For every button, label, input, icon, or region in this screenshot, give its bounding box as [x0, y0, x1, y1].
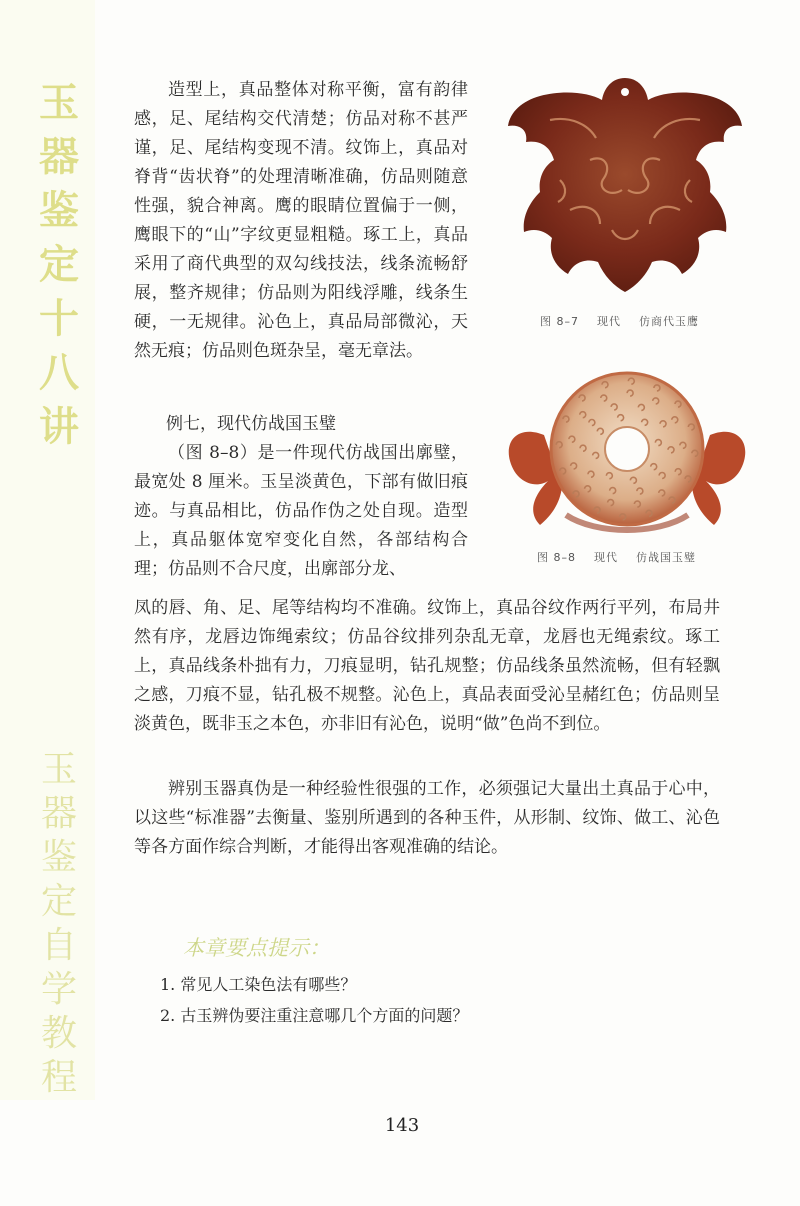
- series-title-char: 定: [39, 242, 79, 288]
- figure-title: 仿商代玉鹰: [639, 315, 699, 328]
- figure-8-7-caption: [540, 313, 699, 329]
- subtitle-char: 学: [40, 969, 77, 1010]
- figure-8-8-caption: [537, 549, 696, 565]
- series-title-char: 十: [39, 296, 79, 342]
- jade-eagle-image: [500, 70, 750, 300]
- page-number: 143: [384, 1115, 420, 1136]
- figure-number: 图 8–8: [537, 551, 576, 564]
- subtitle-char: 自: [40, 925, 77, 966]
- summary-question: 1. 常见人工染色法有哪些？: [160, 975, 357, 994]
- subtitle-char: 鉴: [40, 837, 77, 878]
- series-title-vertical: [34, 76, 84, 454]
- series-title-char: 器: [39, 134, 79, 180]
- paragraph-bi-disc-part1: （图 8–8）是一件现代仿战国出廓璧，最宽处 8 厘米。玉呈淡黄色，下部有做旧痕迹。与真品相比，仿品作伪之处自现。造型上，真品躯体宽窄变化自然，各部结构合理；仿品则不合尺度，出廓部分龙、: [134, 443, 468, 579]
- chapter-summary-title: 本章要点提示：: [183, 936, 330, 960]
- figure-era: 现代: [597, 315, 621, 328]
- series-title-char: 玉: [39, 80, 79, 126]
- figure-number: 图 8–7: [540, 315, 579, 328]
- subtitle-char: 玉: [40, 749, 77, 790]
- jade-bi-disc-image: [496, 365, 758, 540]
- paragraph-eagle-comparison: 造型上，真品整体对称平衡，富有韵律感，足、尾结构交代清楚；仿品对称不甚严谨，足、尾结构变现不清。纹饰上，真品对脊背“齿状脊”的处理清晰准确，仿品则随意性强，貌合神离。鹰的眼睛位置偏于一侧，鹰眼下的“山”字纹更显粗糙。琢工上，真品采用了商代典型的双勾线技法，线条流畅舒展，整齐规律；仿品则为阳线浮雕，线条生硬，一无规律。沁色上，真品局部微沁，天然无痕；仿品则色斑杂呈，毫无章法。: [134, 80, 468, 361]
- paragraph-bi-disc-part2: 凤的唇、角、足、尾等结构均不准确。纹饰上，真品谷纹作两行平列，布局井然有序，龙唇边饰绳索纹；仿品谷纹排列杂乱无章，龙唇也无绳索纹。琢工上，真品线条朴拙有力，刀痕显明，钻孔规整；仿品线条虽然流畅，但有轻飘之感，刀痕不显，钻孔极不规整。沁色上，真品表面受沁呈赭红色；仿品则呈淡黄色，既非玉之本色，亦非旧有沁色，说明“做”色尚不到位。: [134, 598, 720, 734]
- series-title-char: 讲: [39, 404, 79, 450]
- subtitle-char: 器: [40, 793, 77, 834]
- paragraph-conclusion: 辨别玉器真伪是一种经验性很强的工作，必须强记大量出土真品于心中，以这些“标准器”去衡量、鉴别所遇到的各种玉件，从形制、纹饰、做工、沁色等各方面作综合判断，才能得出客观准确的结论。: [134, 779, 720, 857]
- series-title-char: 鉴: [39, 188, 79, 234]
- summary-question: 2. 古玉辨伪要注重注意哪几个方面的问题？: [160, 1006, 469, 1025]
- figure-title: 仿战国玉璧: [636, 551, 696, 564]
- subtitle-char: 定: [40, 881, 77, 922]
- figure-era: 现代: [594, 551, 618, 564]
- example-heading: 例七，现代仿战国玉璧: [166, 414, 336, 434]
- series-title-char: 八: [39, 350, 79, 396]
- subtitle-char: 程: [40, 1057, 77, 1098]
- subtitle-char: 教: [40, 1013, 77, 1054]
- subtitle-vertical: [34, 748, 84, 1100]
